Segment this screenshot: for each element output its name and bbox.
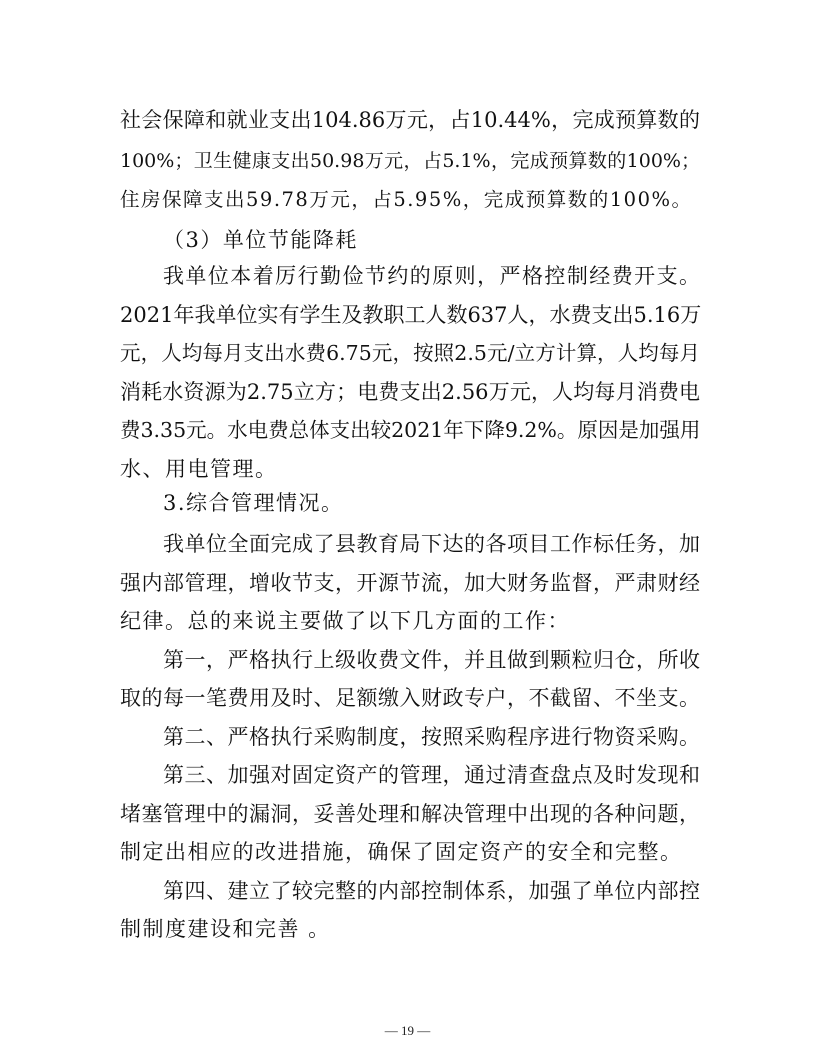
text-line: 消耗水资源为2.75立方；电费支出2.56万元，人均每月消费电 <box>120 380 700 404</box>
text-line: 第四、建立了较完整的内部控制体系，加强了单位内部控 <box>163 879 700 903</box>
text-line: 我单位本着厉行勤俭节约的原则，严格控制经费开支。 <box>163 264 700 288</box>
text-line: 社会保障和就业支出104.86万元，占10.44%，完成预算数的 <box>120 108 700 132</box>
text-line: 堵塞管理中的漏洞，妥善处理和解决管理中出现的各种问题， <box>120 802 700 826</box>
section-heading: （3）单位节能降耗 <box>163 228 358 252</box>
text-line: 第三、加强对固定资产的管理，通过清查盘点及时发现和 <box>163 763 700 787</box>
text-line: 2021年我单位实有学生及教职工人数637人，水费支出5.16万 <box>120 303 702 327</box>
text-line: 我单位全面完成了县教育局下达的各项目工作标任务，加 <box>163 532 700 556</box>
text-line: 费3.35元。水电费总体支出较2021年下降9.2%。原因是加强用 <box>120 418 701 442</box>
text-line: 住房保障支出59.78万元，占5.95%，完成预算数的100%。 <box>120 188 693 211</box>
page-number: — 19 — <box>384 1023 431 1038</box>
text-line: 100%；卫生健康支出50.98万元，占5.1%，完成预算数的100%； <box>120 150 700 172</box>
text-line: 第二、严格执行采购制度，按照采购程序进行物资采购。 <box>163 725 700 749</box>
text-line: 制定出相应的改进措施，确保了固定资产的安全和完整。 <box>120 840 683 864</box>
text-line: 取的每一笔费用及时、足额缴入财政专户，不截留、不坐支。 <box>120 686 700 710</box>
section-heading: 3.综合管理情况。 <box>163 491 344 515</box>
text-line: 元，人均每月支出水费6.75元，按照2.5元/立方计算，人均每月 <box>120 341 700 365</box>
text-line: 水、用电管理。 <box>120 457 278 481</box>
text-line: 纪律。总的来说主要做了以下几方面的工作： <box>120 609 570 633</box>
text-line: 制制度建设和完善 。 <box>120 917 331 941</box>
text-line: 强内部管理，增收节支，开源节流，加大财务监督，严肃财经 <box>120 571 700 595</box>
text-line: 第一，严格执行上级收费文件，并且做到颗粒归仓，所收 <box>163 648 700 672</box>
